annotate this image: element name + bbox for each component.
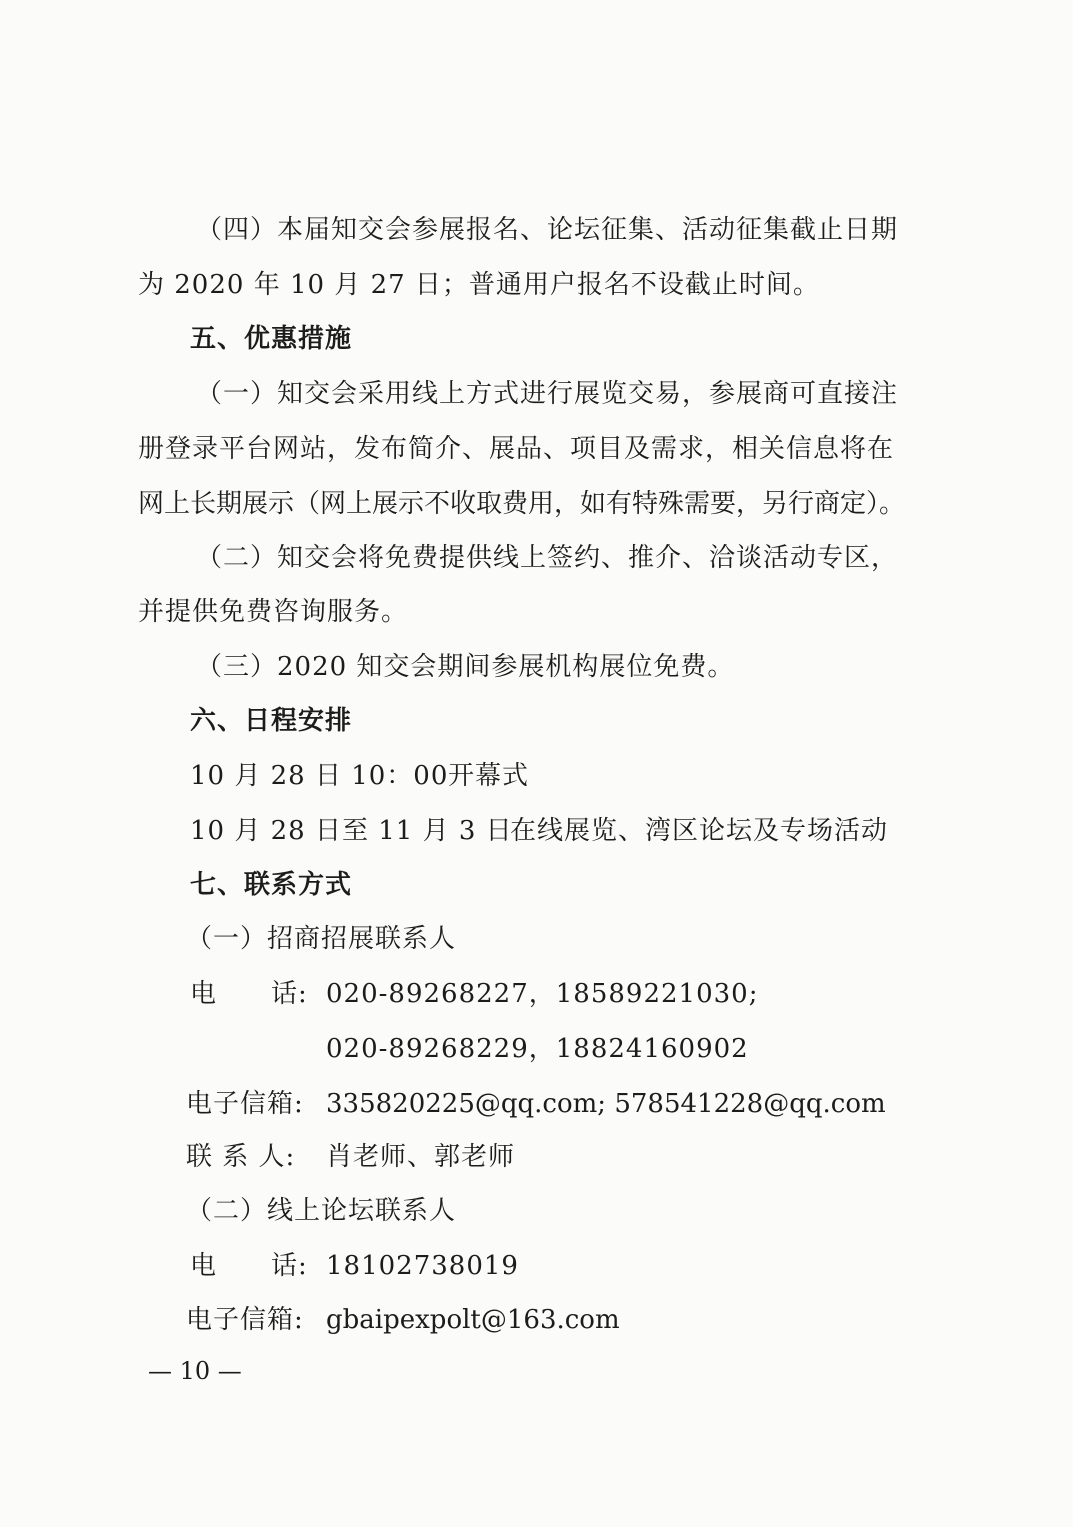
contact-group-2-email: gbaipexpolt@163.com (326, 1305, 620, 1335)
section-5-item-2-line-1: （二）知交会将免费提供线上签约、推介、洽谈活动专区， (196, 543, 899, 573)
contact-group-1-phone-line-2: 020-89268229，18824160902 (326, 1034, 749, 1064)
contact-group-1-contact-label: 联 系 人: (186, 1142, 296, 1172)
section-5-item-2-line-2: 并提供免费咨询服务。 (138, 597, 409, 627)
section-5-item-3-line-1: （三）2020 知交会期间参展机构展位免费。 (196, 652, 735, 682)
schedule-row-1-event: 开幕式 (448, 761, 530, 791)
contact-group-2-phone-label: 电 话: (190, 1251, 308, 1281)
contact-group-2-phone: 18102738019 (326, 1251, 519, 1281)
contact-group-1-phone-line-1: 020-89268227，18589221030; (326, 979, 759, 1009)
section-5-item-1-line-2: 册登录平台网站，发布简介、展品、项目及需求，相关信息将在 (138, 434, 895, 464)
paragraph-4-line-1: （四）本届知交会参展报名、论坛征集、活动征集截止日期 (196, 215, 899, 245)
schedule-row-2-event: 在线展览、湾区论坛及专场活动 (510, 816, 889, 846)
contact-group-2-email-label: 电子信箱: (186, 1305, 304, 1335)
contact-group-1-title: （一）招商招展联系人 (186, 924, 457, 954)
section-6-heading: 六、日程安排 (190, 706, 353, 736)
contact-group-1-phone-label: 电 话: (190, 979, 308, 1009)
paragraph-4-line-2: 为 2020 年 10 月 27 日；普通用户报名不设截止时间。 (138, 270, 820, 300)
section-7-heading: 七、联系方式 (190, 870, 353, 900)
section-5-item-1-line-1: （一）知交会采用线上方式进行展览交易，参展商可直接注 (196, 379, 899, 409)
contact-group-1-email: 335820225@qq.com; 578541228@qq.com (326, 1089, 886, 1119)
schedule-row-1-date: 10 月 28 日 10：00 (190, 761, 449, 791)
section-5-item-1-line-3: 网上长期展示（网上展示不收取费用，如有特殊需要，另行商定）。 (138, 489, 906, 519)
schedule-row-2-date: 10 月 28 日至 11 月 3 日 (190, 816, 513, 846)
contact-group-1-email-label: 电子信箱: (186, 1089, 304, 1119)
page-number: — 10 — (148, 1357, 242, 1385)
contact-group-2-title: （二）线上论坛联系人 (186, 1196, 457, 1226)
contact-group-1-contact-names: 肖老师、郭老师 (326, 1142, 516, 1172)
section-5-heading: 五、优惠措施 (190, 324, 353, 354)
